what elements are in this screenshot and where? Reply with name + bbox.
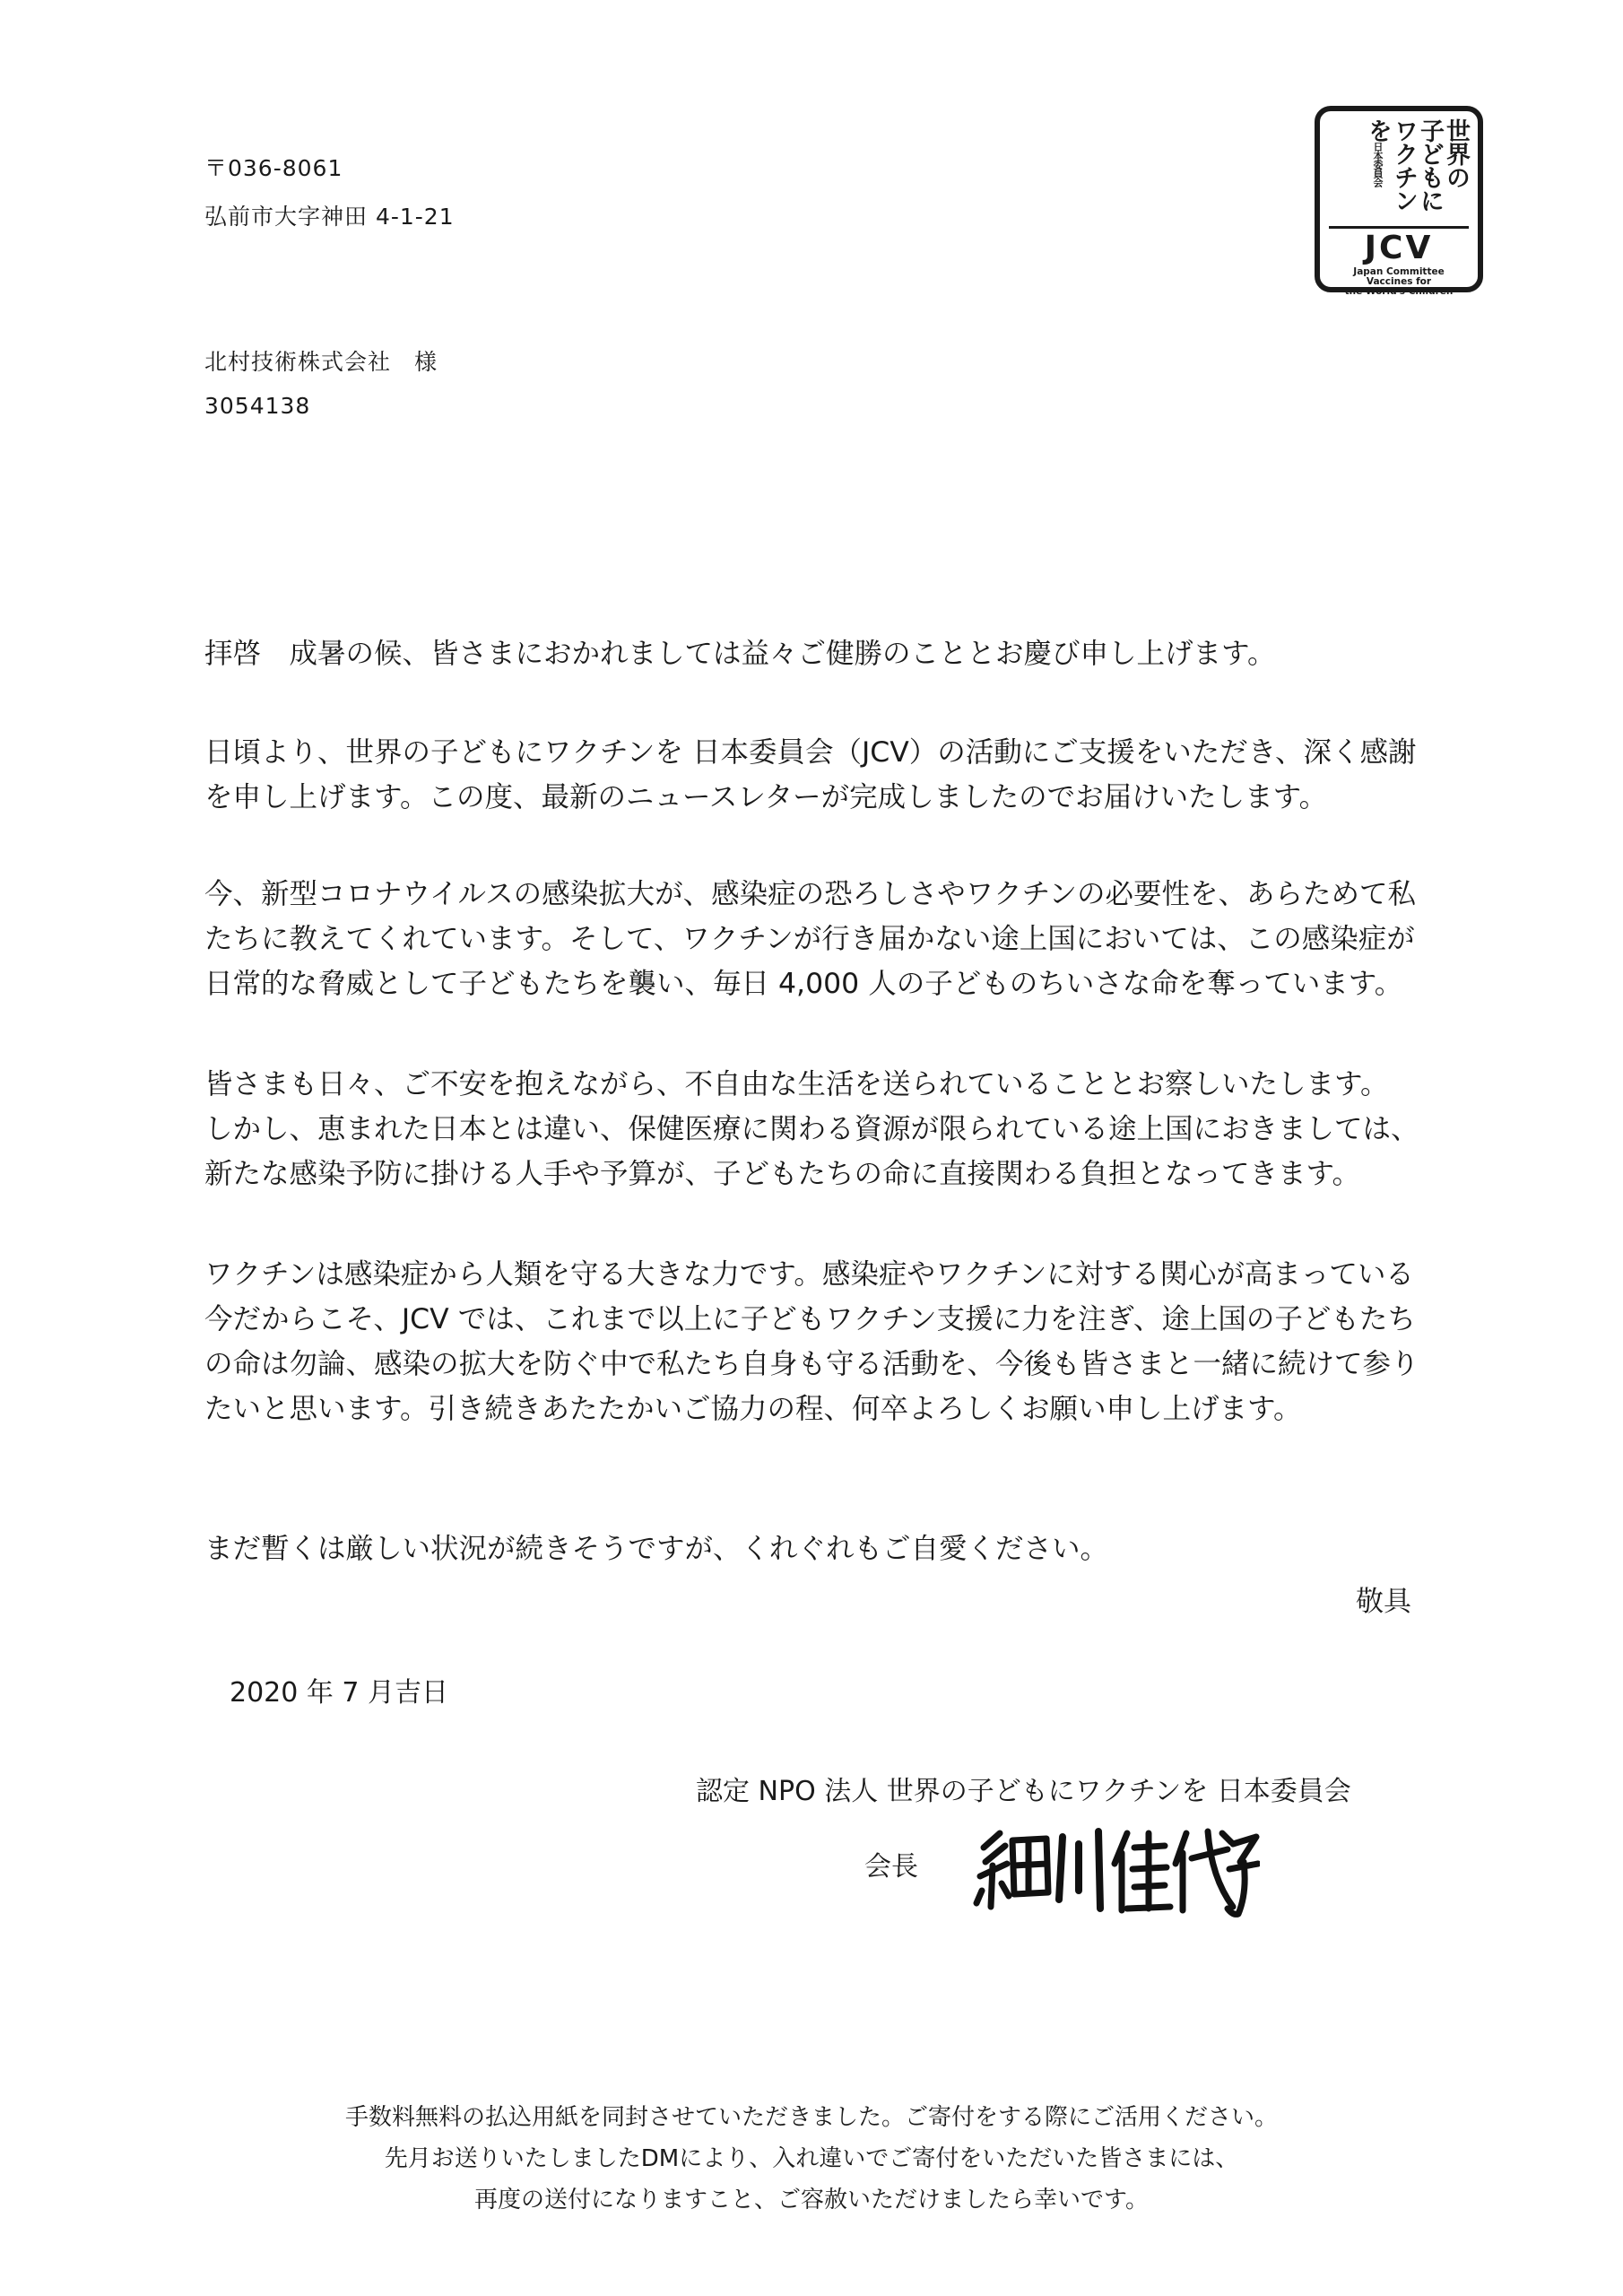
logo-english-line-3: the World's Children [1344, 286, 1454, 297]
paragraph-1-line: 日頃より、世界の子どもにワクチンを 日本委員会（JCV）の活動にご支援をいただき、深く感謝 [204, 736, 1417, 769]
paragraph-4-line: ワクチンは感染症から人類を守る大きな力です。感染症やワクチンに対する関心が高まっている [204, 1258, 1414, 1291]
logo-english-line-1: Japan Committee [1353, 266, 1445, 277]
logo-line-1: 世界の [1442, 118, 1470, 188]
logo-divider [1329, 226, 1469, 229]
handwritten-signature [973, 1821, 1260, 1919]
logo-small-text: 日本委員会 [1372, 142, 1384, 187]
sender-street-address: 弘前市大字神田 4-1-21 [204, 204, 455, 230]
sender-postal-code: 〒036-8061 [204, 155, 343, 181]
recipient-name: 北村技術株式会社 様 [204, 349, 438, 375]
paragraph-1 [204, 730, 1442, 820]
paragraph-4 [204, 1252, 1442, 1431]
logo-english-line-2: Vaccines for [1366, 276, 1432, 287]
logo-acronym: JCV [1364, 230, 1434, 266]
closing-keigu: 敬具 [1356, 1586, 1411, 1618]
footer-line-2: 先月お送りいたしましたDMにより、入れ違いでご寄付をいただいた皆さまには、 [384, 2145, 1239, 2172]
logo-vertical-text [1365, 118, 1469, 224]
logo-line-2: 子どもに [1416, 118, 1444, 212]
paragraph-4-line: たいと思います。引き続きあたたかいご協力の程、何卒よろしくお願い申し上げます。 [204, 1393, 1302, 1425]
greeting: 拝啓 成暑の候、皆さまにおかれましては益々ご健勝のこととお慶び申し上げます。 [204, 638, 1276, 670]
letter-date: 2020 年 7 月吉日 [230, 1677, 449, 1709]
logo-english-name [1320, 267, 1478, 297]
paragraph-3-line: しかし、恵まれた日本とは違い、保健医療に関わる資源が限られている途上国におきましては、 [204, 1113, 1419, 1145]
paragraph-2 [204, 872, 1442, 1006]
paragraph-4-line: 今だからこそ、JCV では、これまで以上に子どもワクチン支援に力を注ぎ、途上国の子どもたち [204, 1303, 1416, 1335]
organization-name: 認定 NPO 法人 世界の子どもにワクチンを 日本委員会 [696, 1776, 1351, 1807]
recipient-id: 3054138 [204, 393, 311, 419]
paragraph-3 [204, 1062, 1442, 1196]
paragraph-2-line: 日常的な脅威として子どもたちを襲い、毎日 4,000 人の子どものちいさな命を奪っています。 [204, 968, 1403, 1000]
footer-line-1: 手数料無料の払込用紙を同封させていただきました。ご寄付をする際にご活用ください。 [344, 2104, 1278, 2131]
logo-line-3: ワクチン [1390, 118, 1418, 212]
paragraph-3-line: 新たな感染予防に掛ける人手や予算が、子どもたちの命に直接関わる負担となってきます。 [204, 1158, 1360, 1190]
jcv-logo [1315, 106, 1483, 297]
footer-line-3: 再度の送付になりますこと、ご容赦いただけましたら幸いです。 [474, 2187, 1149, 2213]
paragraph-4-line: の命は勿論、感染の拡大を防ぐ中で私たち自身も守る活動を、今後も皆さまと一緒に続けて参り [204, 1348, 1419, 1380]
logo-line-4: を [1364, 118, 1392, 142]
paragraph-1-line: を申し上げます。この度、最新のニュースレターが完成しましたのでお届けいたします。 [204, 781, 1328, 813]
paragraph-2-line: 今、新型コロナウイルスの感染拡大が、感染症の恐ろしさやワクチンの必要性を、あらためて私 [204, 878, 1417, 910]
paragraph-3-line: 皆さまも日々、ご不安を抱えながら、不自由な生活を送られていることとお察しいたします。 [204, 1068, 1389, 1100]
signer-title: 会長 [864, 1851, 918, 1883]
paragraph-5: まだ暫くは厳しい状況が続きそうですが、くれぐれもご自愛ください。 [204, 1533, 1109, 1565]
paragraph-2-line: たちに教えてくれています。そして、ワクチンが行き届かない途上国においては、この感染症が [204, 923, 1415, 955]
